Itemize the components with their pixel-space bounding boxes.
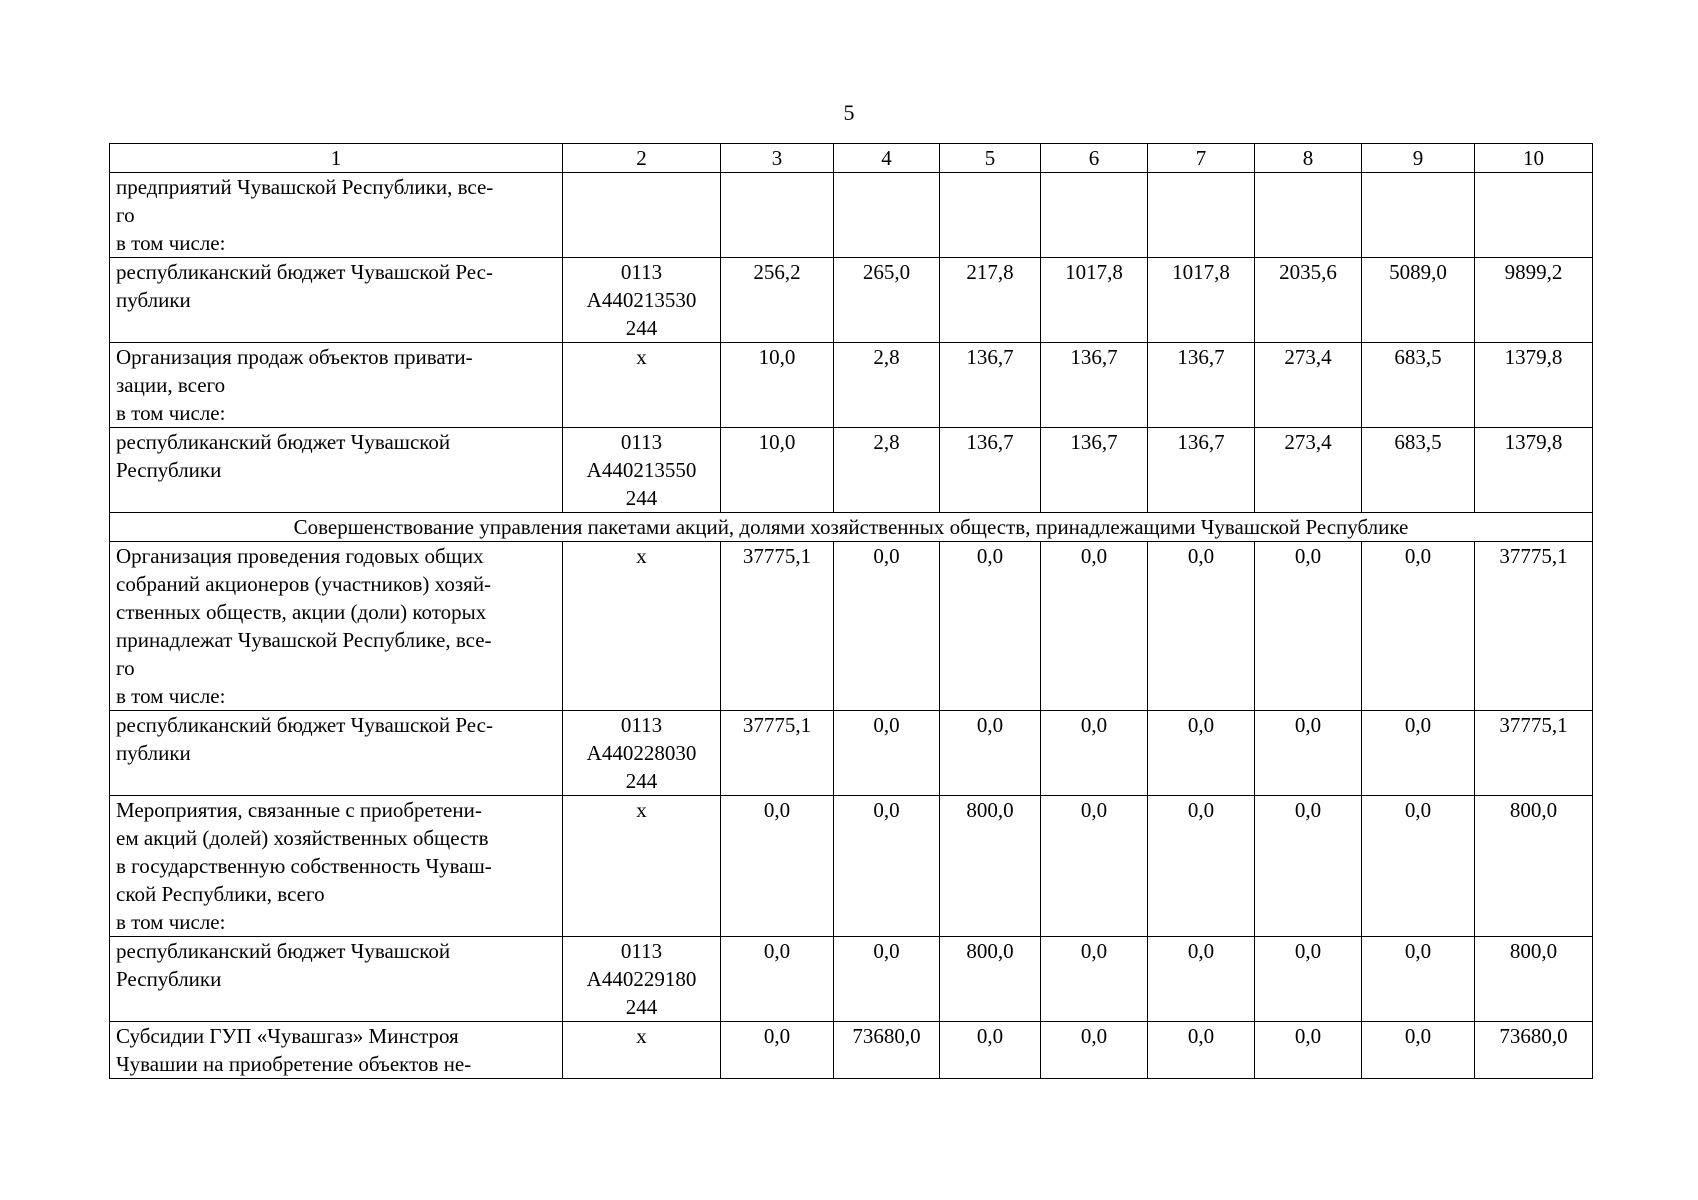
value-cell: 0,0 bbox=[1041, 542, 1148, 711]
header-cell: 2 bbox=[563, 144, 721, 173]
value-cell: 273,4 bbox=[1255, 428, 1362, 513]
value-cell: 73680,0 bbox=[1475, 1022, 1593, 1079]
description-line: зации, всего bbox=[116, 373, 226, 397]
value-cell bbox=[940, 173, 1041, 258]
description-line: публики bbox=[116, 741, 191, 765]
table-row bbox=[110, 428, 1593, 513]
section-row bbox=[110, 513, 1593, 542]
description-line: принадлежат Чувашской Республике, все- bbox=[116, 628, 492, 652]
value-cell: 136,7 bbox=[1148, 343, 1255, 428]
header-cell: 5 bbox=[940, 144, 1041, 173]
description-line: в том числе: bbox=[116, 910, 226, 934]
value-cell: 1379,8 bbox=[1475, 428, 1593, 513]
value-cell bbox=[1475, 173, 1593, 258]
row-description bbox=[110, 542, 563, 711]
value-cell: 136,7 bbox=[1148, 428, 1255, 513]
description-line: Республики bbox=[116, 458, 222, 482]
header-cell: 7 bbox=[1148, 144, 1255, 173]
value-cell: 2,8 bbox=[834, 343, 940, 428]
value-cell: 0,0 bbox=[1255, 796, 1362, 937]
header-cell: 9 bbox=[1362, 144, 1475, 173]
row-description bbox=[110, 711, 563, 796]
code-line: 0113 bbox=[620, 713, 663, 737]
value-cell: 0,0 bbox=[1362, 1022, 1475, 1079]
value-cell: 0,0 bbox=[1362, 796, 1475, 937]
value-cell: 0,0 bbox=[1148, 711, 1255, 796]
value-cell: 0,0 bbox=[1255, 711, 1362, 796]
description-line: го bbox=[116, 656, 135, 680]
page-number: 5 bbox=[843, 100, 855, 125]
table-row bbox=[110, 711, 1593, 796]
table-row bbox=[110, 542, 1593, 711]
header-cell: 1 bbox=[110, 144, 563, 173]
value-cell: 1017,8 bbox=[1041, 258, 1148, 343]
description-line: Субсидии ГУП «Чувашгаз» Минстроя bbox=[116, 1024, 459, 1048]
value-cell: 9899,2 bbox=[1475, 258, 1593, 343]
value-cell: 2035,6 bbox=[1255, 258, 1362, 343]
value-cell: 0,0 bbox=[1255, 1022, 1362, 1079]
value-cell: 0,0 bbox=[1362, 542, 1475, 711]
budget-code bbox=[563, 343, 721, 428]
code-line: А440213550 bbox=[586, 458, 697, 482]
value-cell: 265,0 bbox=[834, 258, 940, 343]
budget-table bbox=[109, 143, 1593, 1079]
code-line: 0113 bbox=[620, 430, 663, 454]
description-line: предприятий Чувашской Республики, все- bbox=[116, 175, 494, 199]
value-cell: 0,0 bbox=[940, 542, 1041, 711]
row-description bbox=[110, 428, 563, 513]
header-cell: 8 bbox=[1255, 144, 1362, 173]
code-line: х bbox=[636, 345, 647, 369]
value-cell: 37775,1 bbox=[1475, 711, 1593, 796]
value-cell: 0,0 bbox=[1041, 1022, 1148, 1079]
description-line: Республики bbox=[116, 967, 222, 991]
code-line: А440213530 bbox=[586, 288, 697, 312]
budget-code bbox=[563, 173, 721, 258]
header-cell: 6 bbox=[1041, 144, 1148, 173]
value-cell: 37775,1 bbox=[721, 542, 834, 711]
value-cell: 800,0 bbox=[940, 937, 1041, 1022]
value-cell: 273,4 bbox=[1255, 343, 1362, 428]
table-row bbox=[110, 258, 1593, 343]
table-body bbox=[110, 144, 1593, 1079]
code-line: 0113 bbox=[620, 939, 663, 963]
code-line: 244 bbox=[625, 995, 658, 1019]
description-line: Организация проведения годовых общих bbox=[116, 544, 484, 568]
description-line: в том числе: bbox=[116, 231, 226, 255]
value-cell bbox=[834, 173, 940, 258]
table-row bbox=[110, 343, 1593, 428]
value-cell: 0,0 bbox=[1041, 937, 1148, 1022]
description-line: в государственную собственность Чуваш- bbox=[116, 854, 492, 878]
section-title: Совершенствование управления пакетами акций, долями хозяйственных обществ, принадлежащими Чувашской Республике bbox=[110, 513, 1593, 542]
value-cell: 800,0 bbox=[1475, 796, 1593, 937]
value-cell: 0,0 bbox=[940, 711, 1041, 796]
header-cell: 4 bbox=[834, 144, 940, 173]
header-cell: 3 bbox=[721, 144, 834, 173]
value-cell: 0,0 bbox=[1041, 711, 1148, 796]
row-description bbox=[110, 258, 563, 343]
value-cell: 10,0 bbox=[721, 428, 834, 513]
value-cell: 0,0 bbox=[721, 796, 834, 937]
value-cell: 0,0 bbox=[721, 937, 834, 1022]
description-line: республиканский бюджет Чувашской Рес- bbox=[116, 713, 493, 737]
value-cell bbox=[721, 173, 834, 258]
value-cell: 0,0 bbox=[1255, 542, 1362, 711]
code-line: х bbox=[636, 1024, 647, 1048]
description-line: Мероприятия, связанные с приобретени- bbox=[116, 798, 482, 822]
header-cell: 10 bbox=[1475, 144, 1593, 173]
value-cell: 0,0 bbox=[1148, 796, 1255, 937]
row-description bbox=[110, 1022, 563, 1079]
description-line: публики bbox=[116, 288, 191, 312]
table-row bbox=[110, 173, 1593, 258]
value-cell: 136,7 bbox=[940, 343, 1041, 428]
description-line: Чувашии на приобретение объектов не- bbox=[116, 1052, 472, 1076]
header-row bbox=[110, 144, 1593, 173]
description-line: в том числе: bbox=[116, 684, 226, 708]
description-line: ем акций (долей) хозяйственных обществ bbox=[116, 826, 489, 850]
row-description bbox=[110, 796, 563, 937]
value-cell: 0,0 bbox=[834, 542, 940, 711]
value-cell: 136,7 bbox=[940, 428, 1041, 513]
table-row bbox=[110, 937, 1593, 1022]
budget-code bbox=[563, 711, 721, 796]
table-row bbox=[110, 796, 1593, 937]
description-line: республиканский бюджет Чувашской Рес- bbox=[116, 260, 493, 284]
value-cell bbox=[1041, 173, 1148, 258]
value-cell: 683,5 bbox=[1362, 428, 1475, 513]
table-row bbox=[110, 1022, 1593, 1079]
description-line: республиканский бюджет Чувашской bbox=[116, 430, 451, 454]
value-cell: 0,0 bbox=[1362, 711, 1475, 796]
description-line: ской Республики, всего bbox=[116, 882, 325, 906]
value-cell: 73680,0 bbox=[834, 1022, 940, 1079]
code-line: х bbox=[636, 544, 647, 568]
code-line: 244 bbox=[625, 486, 658, 510]
value-cell: 1379,8 bbox=[1475, 343, 1593, 428]
value-cell: 0,0 bbox=[834, 711, 940, 796]
budget-code bbox=[563, 1022, 721, 1079]
code-line: х bbox=[636, 798, 647, 822]
value-cell: 0,0 bbox=[1255, 937, 1362, 1022]
value-cell: 800,0 bbox=[1475, 937, 1593, 1022]
value-cell: 0,0 bbox=[1362, 937, 1475, 1022]
description-line: собраний акционеров (участников) хозяй- bbox=[116, 572, 492, 596]
description-line: в том числе: bbox=[116, 401, 226, 425]
value-cell bbox=[1255, 173, 1362, 258]
value-cell: 136,7 bbox=[1041, 428, 1148, 513]
value-cell: 0,0 bbox=[834, 937, 940, 1022]
value-cell bbox=[1362, 173, 1475, 258]
value-cell: 0,0 bbox=[1148, 1022, 1255, 1079]
description-line: го bbox=[116, 203, 135, 227]
description-line: ственных обществ, акции (доли) которых bbox=[116, 600, 487, 624]
value-cell: 683,5 bbox=[1362, 343, 1475, 428]
description-line: Организация продаж объектов привати- bbox=[116, 345, 473, 369]
value-cell: 10,0 bbox=[721, 343, 834, 428]
code-line: А440228030 bbox=[586, 741, 697, 765]
value-cell: 37775,1 bbox=[721, 711, 834, 796]
row-description bbox=[110, 173, 563, 258]
value-cell: 256,2 bbox=[721, 258, 834, 343]
row-description bbox=[110, 343, 563, 428]
value-cell: 136,7 bbox=[1041, 343, 1148, 428]
budget-code bbox=[563, 542, 721, 711]
value-cell: 0,0 bbox=[940, 1022, 1041, 1079]
code-line: А440229180 bbox=[586, 967, 697, 991]
value-cell: 0,0 bbox=[721, 1022, 834, 1079]
value-cell: 0,0 bbox=[1041, 796, 1148, 937]
value-cell: 217,8 bbox=[940, 258, 1041, 343]
row-description bbox=[110, 937, 563, 1022]
value-cell: 0,0 bbox=[834, 796, 940, 937]
budget-code bbox=[563, 428, 721, 513]
value-cell: 0,0 bbox=[1148, 937, 1255, 1022]
budget-code bbox=[563, 258, 721, 343]
code-line: 244 bbox=[625, 769, 658, 793]
value-cell: 2,8 bbox=[834, 428, 940, 513]
description-line: республиканский бюджет Чувашской bbox=[116, 939, 451, 963]
code-line: 0113 bbox=[620, 260, 663, 284]
budget-code bbox=[563, 796, 721, 937]
value-cell: 5089,0 bbox=[1362, 258, 1475, 343]
value-cell bbox=[1148, 173, 1255, 258]
value-cell: 0,0 bbox=[1148, 542, 1255, 711]
value-cell: 37775,1 bbox=[1475, 542, 1593, 711]
value-cell: 1017,8 bbox=[1148, 258, 1255, 343]
value-cell: 800,0 bbox=[940, 796, 1041, 937]
budget-code bbox=[563, 937, 721, 1022]
code-line: 244 bbox=[625, 316, 658, 340]
